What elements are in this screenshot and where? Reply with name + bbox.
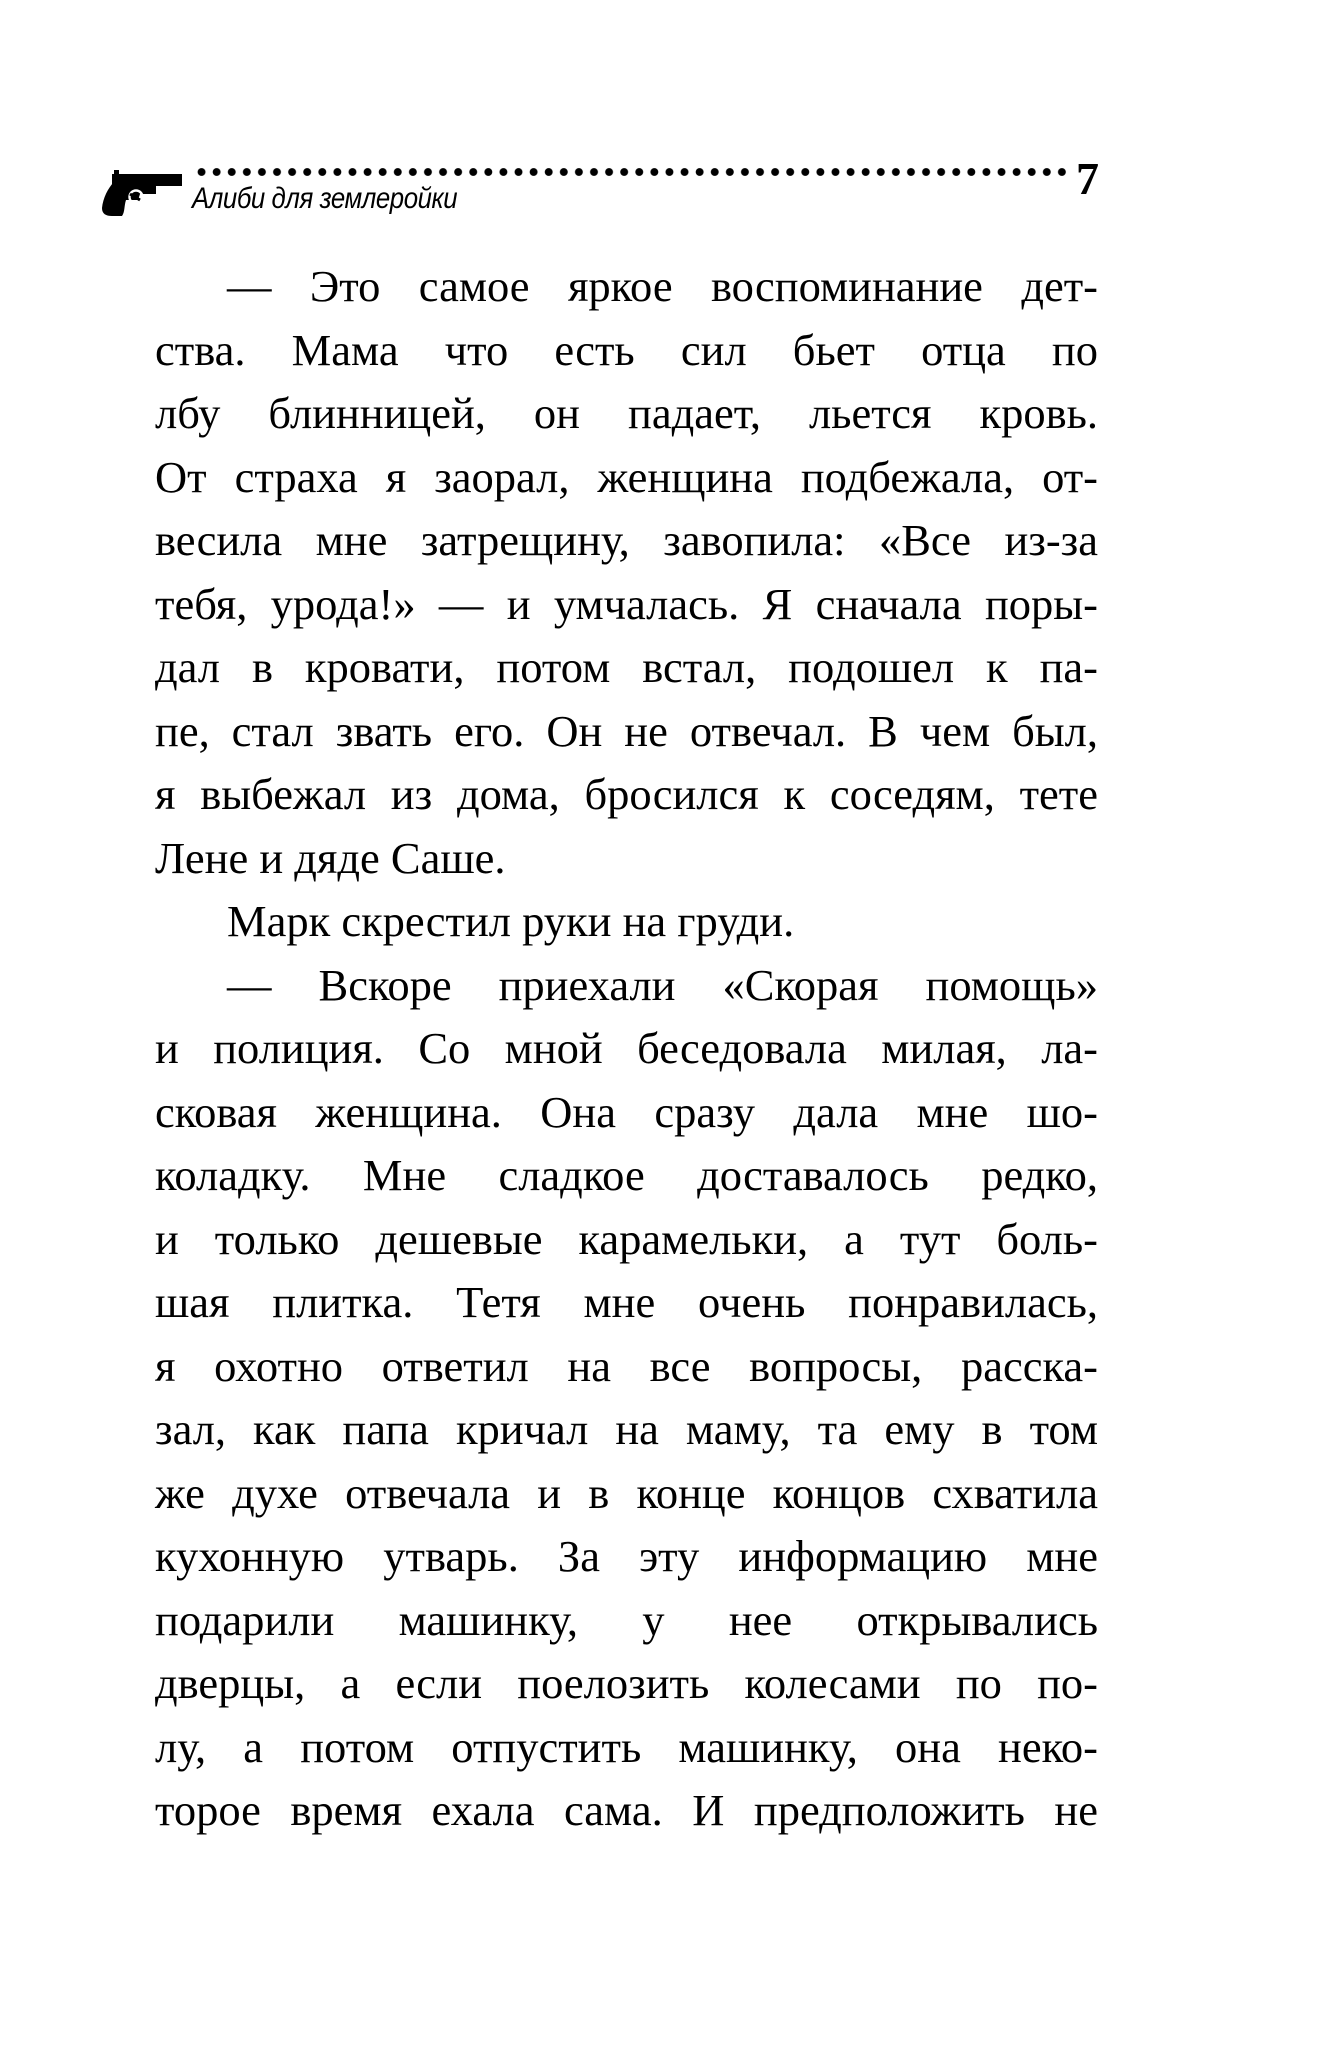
text-line: тебя, урода!» — и умчалась. Я сначала поры- (155, 578, 1098, 629)
text-line: дал в кровати, потом встал, подошел к па- (155, 642, 1098, 692)
text-line: я охотно ответил на все вопросы, расска- (155, 1340, 1098, 1391)
text-line: кухонную утварь. За эту информацию мне (155, 1531, 1098, 1581)
text-line: подарили машинку, у нее открывались (155, 1594, 1098, 1645)
dotted-rule (194, 164, 1070, 180)
page-number: 7 (1076, 153, 1099, 204)
text-line: торое время ехала сама. И предположить не (155, 1785, 1098, 1835)
text-line: и только дешевые карамельки, а тут боль- (155, 1213, 1098, 1264)
text-line: весила мне затрещину, завопила: «Все из-за (155, 515, 1098, 565)
text-line: дверцы, а если поелозить колесами по по- (155, 1658, 1098, 1708)
book-title: Алиби для землеройки (192, 182, 458, 215)
text-line: и полиция. Со мной беседовала милая, ла- (155, 1023, 1098, 1073)
text-line: — Это самое яркое воспоминание дет- (227, 261, 1098, 311)
running-head (100, 153, 1100, 220)
text-line: Лене и дяде Саше. (155, 832, 506, 883)
text-line: я выбежал из дома, бросился к соседям, тете (155, 769, 1098, 819)
text-line: коладку. Мне сладкое доставалось редко, (155, 1150, 1098, 1200)
text-line: Марк скрестил руки на груди. (227, 896, 795, 946)
body-text (155, 255, 1098, 1843)
text-line: зал, как папа кричал на маму, та ему в том (155, 1404, 1098, 1454)
text-line: лу, а потом отпустить машинку, она неко- (155, 1721, 1098, 1772)
text-line: От страха я заорал, женщина подбежала, от- (155, 451, 1098, 502)
text-line: шая плитка. Тетя мне очень понравилась, (155, 1277, 1098, 1327)
text-line: сковая женщина. Она сразу дала мне шо- (155, 1086, 1098, 1137)
revolver-icon (100, 168, 184, 218)
text-line: — Вскоре приехали «Скорая помощь» (227, 959, 1098, 1010)
text-line: же духе отвечала и в конце концов схватила (155, 1467, 1098, 1518)
text-line: ства. Мама что есть сил бьет отца по (155, 324, 1098, 375)
text-line: лбу блинницей, он падает, льется кровь. (155, 388, 1098, 438)
text-line: пе, стал звать его. Он не отвечал. В чем был, (155, 705, 1098, 756)
